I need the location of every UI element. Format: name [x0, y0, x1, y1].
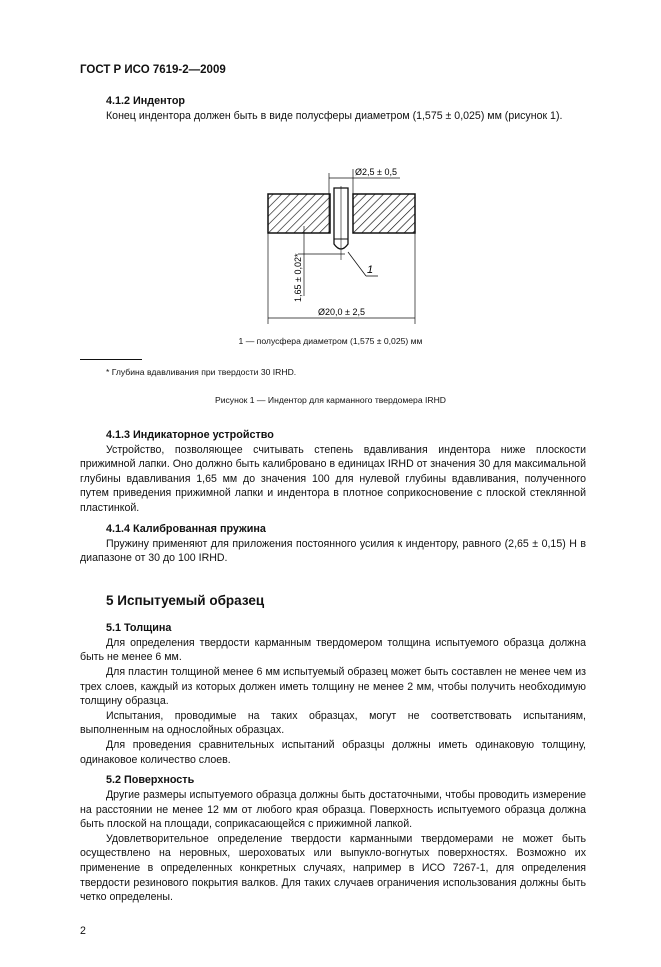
pressure-foot-right	[353, 194, 415, 233]
callout-1: 1	[367, 263, 374, 276]
paragraph: Удовлетворительное определение твердости карманными твердомерами не может быть осуществлено на неровных, шероховатых или выпукло-вогнутых поверхностях. Возможно их применение в определенных конкретных случаях, например в ИСО 7267-1, для определения твердости резинового покрытия валков. Для таких случаев ограничения использования должны быть четко определены.	[80, 832, 586, 904]
section-5-title: 5 Испытуемый образец	[106, 592, 265, 608]
paragraph: Для определения твердости карманным твердомером толщина испытуемого образца должна быть не менее 6 мм.	[80, 636, 586, 664]
indentor-figure	[260, 156, 430, 326]
section-5-2	[80, 773, 586, 905]
paragraph: Другие размеры испытуемого образца должны быть достаточными, чтобы проводить измерение на расстоянии не менее 12 мм от любого края образца. Поверхность испытуемого образца должна быть плоской на площади, соприкасающейся с прижимной лапкой.	[80, 789, 586, 831]
section-title: 5.2 Поверхность	[106, 774, 195, 787]
dim-bottom-label: Ø20,0 ± 2,5	[318, 306, 365, 317]
paragraph: Пружину применяют для приложения постоянного усилия к индентору, равного (2,65 ± 0,15) Н в диапазоне от 30 до 100 IRHD.	[80, 537, 586, 565]
section-title: 4.1.3 Индикаторное устройство	[106, 428, 274, 441]
section-title: 5.1 Толщина	[106, 621, 172, 634]
section-title: 4.1.4 Калиброванная пружина	[106, 522, 266, 535]
section-4-1-2	[80, 94, 586, 124]
page-number: 2	[80, 924, 86, 937]
section-4-1-3	[80, 428, 586, 516]
figure-legend: 1 — полусфера диаметром (1,575 ± 0,025) мм	[238, 335, 423, 346]
figure-caption: Рисунок 1 — Индентор для карманного твердомера IRHD	[214, 394, 447, 405]
paragraph: Конец индентора должен быть в виде полусферы диаметром (1,575 ± 0,025) мм (рисунок 1).	[106, 110, 563, 122]
document-header: ГОСТ Р ИСО 7619-2—2009	[80, 64, 226, 76]
paragraph: Для пластин толщиной менее 6 мм испытуемый образец может быть составлен не менее чем из трех слоев, каждый из которых должен иметь толщину не менее 2 мм, чтобы получить необходимую толщину образца.	[80, 665, 586, 708]
section-5-1	[80, 621, 586, 767]
section-title: 4.1.2 Индентор	[106, 95, 186, 107]
section-4-1-4	[80, 522, 586, 566]
pressure-foot-left	[268, 194, 330, 233]
paragraph: Устройство, позволяющее считывать степень вдавливания индентора ниже плоскости прижимной лапки. Оно должно быть калибровано в единицах IRHD от значения 30 для максимальной глубины вдавливания 1,65 мм до значения 100 для нулевой глубины вдавливания, полученного путем приведения прижимной лапки и индентора в плотное соприкосновение с плоской стеклянной пластинкой.	[80, 443, 586, 514]
footnote-rule	[80, 359, 142, 360]
dim-top-label: Ø2,5 ± 0,5	[355, 166, 397, 177]
figure-footnote: * Глубина вдавливания при твердости 30 IRHD.	[106, 366, 297, 377]
paragraph: Испытания, проводимые на таких образцах, могут не соответствовать испытаниям, выполненным на однослойных образцах.	[80, 709, 586, 737]
dim-depth-label: 1,65 ± 0,02*	[293, 253, 303, 302]
paragraph: Для проведения сравнительных испытаний образцы должны иметь одинаковую толщину, одинаковое количество слоев.	[80, 738, 586, 766]
